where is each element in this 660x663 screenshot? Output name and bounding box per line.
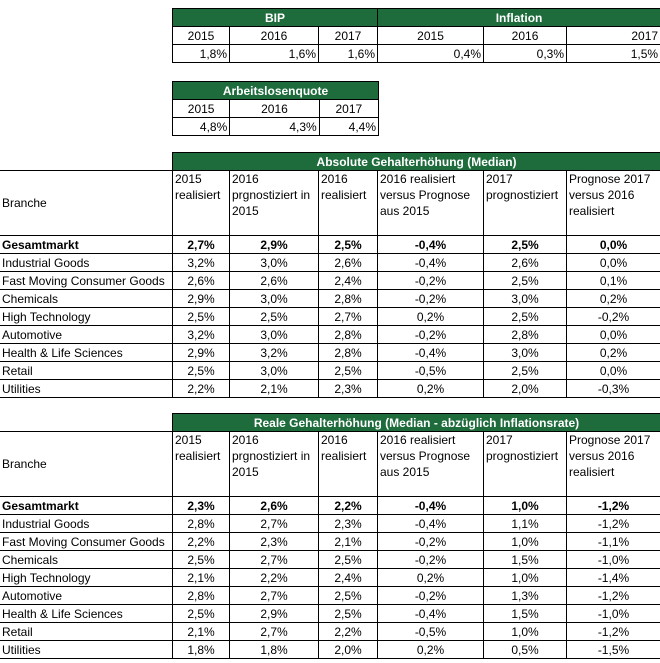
table-cell: -0,4% — [378, 605, 484, 623]
table-row — [0, 272, 660, 290]
table-cell: 2,0% — [484, 380, 567, 398]
table-cell: 2,3% — [173, 497, 230, 515]
table-cell: 2,1% — [230, 380, 319, 398]
branche-name: Utilities — [0, 380, 173, 398]
table-row — [0, 380, 660, 398]
table-cell: -0,4% — [378, 344, 484, 362]
inflation-year: 2017 — [567, 27, 660, 45]
branche-name: Health & Life Sciences — [0, 605, 173, 623]
table-cell: 0,1% — [567, 272, 660, 290]
table-cell: -1,1% — [567, 533, 660, 551]
branche-header: Branche — [0, 171, 173, 236]
table-cell: -1,2% — [567, 587, 660, 605]
table-cell: 2,4% — [319, 569, 378, 587]
table-cell: 1,8% — [230, 641, 319, 659]
inflation-value: 1,5% — [567, 45, 660, 63]
unemployment-year: 2015 — [173, 100, 230, 118]
table-cell: 0,2% — [378, 569, 484, 587]
table-cell: 1,0% — [484, 569, 567, 587]
branche-header: Branche — [0, 432, 173, 497]
table-cell: -0,3% — [567, 380, 660, 398]
table-cell: 0,2% — [378, 641, 484, 659]
branche-name: Chemicals — [0, 551, 173, 569]
unemployment-value: 4,3% — [230, 118, 319, 136]
unemployment-value: 4,8% — [173, 118, 230, 136]
table-cell: 3,0% — [230, 254, 319, 272]
table-cell: -0,4% — [378, 236, 484, 254]
table-cell: 2,5% — [484, 236, 567, 254]
unemployment-year: 2016 — [230, 100, 319, 118]
bip-year: 2017 — [319, 27, 378, 45]
table-cell: 3,0% — [484, 290, 567, 308]
table-cell: 2,7% — [230, 623, 319, 641]
table-cell: -0,2% — [378, 290, 484, 308]
table-row — [0, 362, 660, 380]
table-cell: -1,4% — [567, 569, 660, 587]
economy-table — [172, 8, 660, 63]
column-header: 2015 realisiert — [173, 171, 230, 236]
table-cell: 1,0% — [484, 623, 567, 641]
table-cell: 3,2% — [230, 344, 319, 362]
inflation-value: 0,4% — [378, 45, 484, 63]
table-cell: -1,2% — [567, 515, 660, 533]
table-cell: 2,5% — [319, 587, 378, 605]
bip-year: 2015 — [173, 27, 230, 45]
table-cell: 2,7% — [230, 551, 319, 569]
column-header: Prognose 2017 versus 2016 realisiert — [567, 171, 660, 236]
bip-value: 1,6% — [319, 45, 378, 63]
bip-year: 2016 — [230, 27, 319, 45]
table-cell: 2,3% — [230, 533, 319, 551]
branche-name: Automotive — [0, 326, 173, 344]
table-row — [0, 254, 660, 272]
table-cell: 2,2% — [319, 623, 378, 641]
table-cell: -0,5% — [378, 623, 484, 641]
table-row — [0, 344, 660, 362]
table-cell: 2,6% — [230, 272, 319, 290]
table-cell: 2,6% — [319, 254, 378, 272]
table-cell: -0,5% — [378, 362, 484, 380]
branche-name: Industrial Goods — [0, 254, 173, 272]
table-cell: 3,0% — [230, 290, 319, 308]
unemployment-title: Arbeitslosenquote — [173, 82, 379, 100]
table-row — [0, 569, 660, 587]
inflation-title: Inflation — [378, 9, 660, 27]
branche-name: High Technology — [0, 569, 173, 587]
branche-name: Automotive — [0, 587, 173, 605]
absolute-title: Absolute Gehalterhöhung (Median) — [173, 153, 660, 171]
branche-name: Retail — [0, 362, 173, 380]
column-header: 2016 prgnostiziert in 2015 — [230, 432, 319, 497]
table-cell: 1,5% — [484, 551, 567, 569]
branche-name: Gesamtmarkt — [0, 236, 173, 254]
table-cell: -0,2% — [378, 272, 484, 290]
table-cell: 1,1% — [484, 515, 567, 533]
table-cell: -1,0% — [567, 551, 660, 569]
table-cell: 2,5% — [319, 236, 378, 254]
column-header: 2017 prognostiziert — [484, 171, 567, 236]
table-row — [0, 290, 660, 308]
table-cell: 2,2% — [173, 380, 230, 398]
table-row — [0, 533, 660, 551]
table-cell: 2,9% — [230, 605, 319, 623]
table-cell: 2,8% — [319, 344, 378, 362]
column-header: 2016 realisiert — [319, 432, 378, 497]
table-cell: 2,6% — [230, 497, 319, 515]
table-cell: 2,3% — [319, 380, 378, 398]
table-cell: 2,8% — [319, 326, 378, 344]
table-cell: 2,1% — [173, 569, 230, 587]
table-cell: 2,5% — [230, 308, 319, 326]
table-cell: 2,4% — [319, 272, 378, 290]
table-cell: 1,5% — [484, 605, 567, 623]
table-cell: 2,2% — [230, 569, 319, 587]
table-cell: 2,7% — [319, 308, 378, 326]
unemployment-year: 2017 — [319, 100, 378, 118]
table-cell: 0,2% — [567, 290, 660, 308]
branche-name: Gesamtmarkt — [0, 497, 173, 515]
table-cell: 1,8% — [173, 641, 230, 659]
table-cell: 2,5% — [173, 605, 230, 623]
table-cell: 2,6% — [484, 254, 567, 272]
table-cell: 0,0% — [567, 254, 660, 272]
table-cell: -0,2% — [378, 533, 484, 551]
table-cell: 2,8% — [173, 515, 230, 533]
table-cell: 2,8% — [319, 290, 378, 308]
table-cell: -1,5% — [567, 641, 660, 659]
table-cell: 2,9% — [230, 236, 319, 254]
table-cell: 2,9% — [173, 290, 230, 308]
table-cell: 2,0% — [319, 641, 378, 659]
table-cell: 2,1% — [173, 623, 230, 641]
table-cell: 2,5% — [484, 308, 567, 326]
real-salary-table — [0, 413, 660, 659]
table-cell: 2,1% — [319, 533, 378, 551]
table-cell: 0,0% — [567, 362, 660, 380]
bip-title: BIP — [173, 9, 378, 27]
table-row — [0, 605, 660, 623]
real-title: Reale Gehalterhöhung (Median - abzüglich Inflationsrate) — [173, 414, 660, 432]
branche-name: Retail — [0, 623, 173, 641]
table-cell: 2,5% — [173, 362, 230, 380]
bip-value: 1,6% — [230, 45, 319, 63]
unemployment-value: 4,4% — [319, 118, 378, 136]
table-cell: 2,5% — [173, 308, 230, 326]
table-cell: 3,2% — [173, 254, 230, 272]
table-cell: -0,2% — [567, 308, 660, 326]
table-cell: 0,2% — [567, 344, 660, 362]
table-cell: 2,5% — [319, 605, 378, 623]
branche-name: Fast Moving Consumer Goods — [0, 272, 173, 290]
table-cell: 0,2% — [378, 308, 484, 326]
table-cell: 2,5% — [173, 551, 230, 569]
table-row — [0, 641, 660, 659]
table-cell: 2,2% — [173, 533, 230, 551]
column-header: 2016 realisiert — [319, 171, 378, 236]
table-row — [0, 515, 660, 533]
absolute-salary-table — [0, 152, 660, 398]
inflation-value: 0,3% — [484, 45, 567, 63]
table-cell: 2,3% — [319, 515, 378, 533]
table-cell: 0,2% — [378, 380, 484, 398]
table-cell: -0,4% — [378, 515, 484, 533]
table-cell: 2,7% — [230, 515, 319, 533]
branche-name: Industrial Goods — [0, 515, 173, 533]
table-cell: 1,3% — [484, 587, 567, 605]
table-cell: -0,2% — [378, 551, 484, 569]
column-header: 2016 prgnostiziert in 2015 — [230, 171, 319, 236]
table-cell: 2,7% — [173, 236, 230, 254]
branche-name: Health & Life Sciences — [0, 344, 173, 362]
table-cell: 1,0% — [484, 533, 567, 551]
table-cell: -0,4% — [378, 254, 484, 272]
table-cell: 2,2% — [319, 497, 378, 515]
table-cell: 2,5% — [319, 551, 378, 569]
bip-value: 1,8% — [173, 45, 230, 63]
inflation-year: 2015 — [378, 27, 484, 45]
branche-name: High Technology — [0, 308, 173, 326]
table-cell: 3,0% — [484, 344, 567, 362]
table-cell: 1,0% — [484, 497, 567, 515]
branche-name: Utilities — [0, 641, 173, 659]
table-cell: 2,8% — [173, 587, 230, 605]
table-cell: 2,7% — [230, 587, 319, 605]
table-cell: 3,0% — [230, 326, 319, 344]
inflation-year: 2016 — [484, 27, 567, 45]
column-header: 2016 realisiert versus Prognose aus 2015 — [378, 432, 484, 497]
table-cell: 0,5% — [484, 641, 567, 659]
table-row — [0, 236, 660, 254]
column-header: 2017 prognostiziert — [484, 432, 567, 497]
table-cell: -0,2% — [378, 587, 484, 605]
table-cell: 2,8% — [484, 326, 567, 344]
table-cell: 0,0% — [567, 326, 660, 344]
table-cell: 2,5% — [484, 362, 567, 380]
table-cell: -1,0% — [567, 605, 660, 623]
table-cell: 0,0% — [567, 236, 660, 254]
unemployment-table — [172, 81, 379, 136]
table-cell: -1,2% — [567, 497, 660, 515]
table-row — [0, 308, 660, 326]
table-cell: 2,5% — [484, 272, 567, 290]
table-row — [0, 587, 660, 605]
branche-name: Chemicals — [0, 290, 173, 308]
table-row — [0, 623, 660, 641]
branche-name: Fast Moving Consumer Goods — [0, 533, 173, 551]
table-row — [0, 326, 660, 344]
table-row — [0, 497, 660, 515]
table-cell: 3,2% — [173, 326, 230, 344]
table-cell: 2,5% — [319, 362, 378, 380]
table-cell: 2,6% — [173, 272, 230, 290]
table-cell: -0,4% — [378, 497, 484, 515]
column-header: 2016 realisiert versus Prognose aus 2015 — [378, 171, 484, 236]
column-header: 2015 realisiert — [173, 432, 230, 497]
table-cell: 3,0% — [230, 362, 319, 380]
table-cell: -0,2% — [378, 326, 484, 344]
table-cell: -1,2% — [567, 623, 660, 641]
column-header: Prognose 2017 versus 2016 realisiert — [567, 432, 660, 497]
table-cell: 2,9% — [173, 344, 230, 362]
table-row — [0, 551, 660, 569]
